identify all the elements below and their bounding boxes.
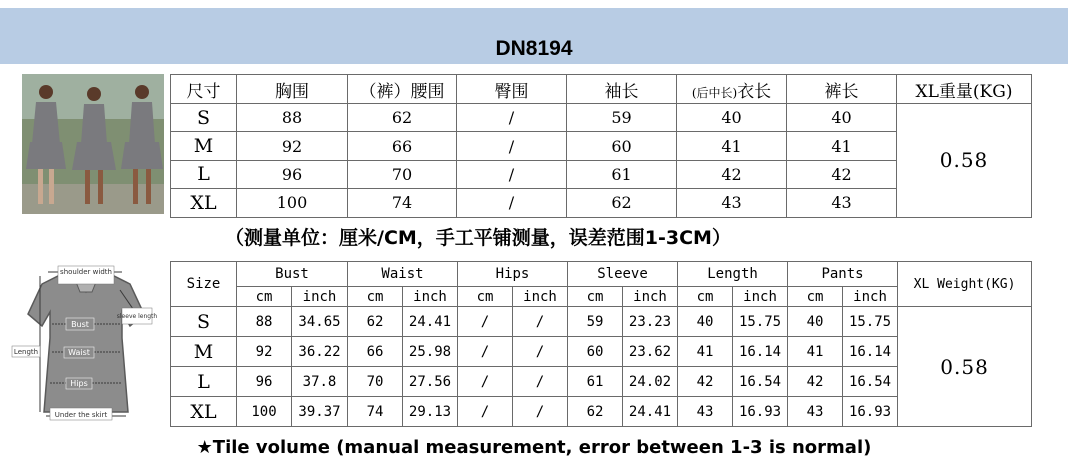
- cell-weight: 0.58: [898, 307, 1032, 427]
- cell-hips-inch: /: [513, 397, 568, 427]
- cell-length: 42: [677, 160, 787, 188]
- cell-sleeve: 60: [567, 132, 677, 160]
- cell-size: XL: [171, 189, 237, 217]
- label-sleeve: sleeve length: [116, 313, 158, 320]
- unit-cm: cm: [237, 287, 292, 307]
- cell-waist-cm: 66: [348, 337, 403, 367]
- cell-sleeve: 59: [567, 104, 677, 132]
- cell-bust-cm: 92: [237, 337, 292, 367]
- cell-hips: /: [457, 104, 567, 132]
- unit-inch: inch: [403, 287, 458, 307]
- measurement-note-cn: （测量单位：厘米/CM，手工平铺测量，误差范围1-3CM）: [225, 227, 731, 249]
- header-length-main: 衣长: [737, 81, 772, 102]
- cell-hips-cm: /: [458, 397, 513, 427]
- cell-sleeve-inch: 23.62: [623, 337, 678, 367]
- cell-bust: 100: [237, 189, 348, 217]
- table-row: [171, 307, 1032, 337]
- cell-length-inch: 16.54: [733, 367, 788, 397]
- cell-bust-inch: 39.37: [292, 397, 348, 427]
- measurement-diagram: [10, 262, 162, 427]
- cell-pants-inch: 16.93: [843, 397, 898, 427]
- cell-hips-inch: /: [513, 367, 568, 397]
- cell-size: M: [171, 132, 237, 160]
- header-pants: Pants: [788, 262, 898, 287]
- cell-waist: 66: [348, 132, 457, 160]
- cell-bust: 88: [237, 104, 348, 132]
- cell-hips-cm: /: [458, 337, 513, 367]
- label-skirt: Under the skirt: [54, 411, 108, 419]
- header-waist: Waist: [348, 262, 458, 287]
- cell-sleeve-cm: 59: [568, 307, 623, 337]
- unit-inch: inch: [623, 287, 678, 307]
- unit-inch: inch: [513, 287, 568, 307]
- cell-sleeve-inch: 24.41: [623, 397, 678, 427]
- label-length: Length: [13, 348, 39, 356]
- unit-cm: cm: [458, 287, 513, 307]
- cell-length: 41: [677, 132, 787, 160]
- cell-bust-cm: 96: [237, 367, 292, 397]
- cell-waist: 62: [348, 104, 457, 132]
- header-size: Size: [171, 262, 237, 307]
- dress-diagram-graphic: [10, 262, 162, 427]
- cell-hips-cm: /: [458, 307, 513, 337]
- cell-waist-cm: 74: [348, 397, 403, 427]
- cell-bust: 92: [237, 132, 348, 160]
- header-bust: Bust: [237, 262, 348, 287]
- size-table-en: [170, 261, 1032, 427]
- cell-pants: 42: [787, 160, 897, 188]
- unit-inch: inch: [292, 287, 348, 307]
- measurement-note-en: ★Tile volume (manual measurement, error between 1-3 is normal): [196, 437, 872, 458]
- cell-pants-inch: 15.75: [843, 307, 898, 337]
- cell-size: L: [171, 367, 237, 397]
- cell-size: S: [171, 307, 237, 337]
- cell-bust-inch: 37.8: [292, 367, 348, 397]
- cell-waist-inch: 29.13: [403, 397, 458, 427]
- cell-waist-inch: 27.56: [403, 367, 458, 397]
- unit-cm: cm: [788, 287, 843, 307]
- label-hips: Hips: [70, 379, 88, 388]
- cell-bust: 96: [237, 160, 348, 188]
- cell-waist: 70: [348, 160, 457, 188]
- cell-hips: /: [457, 189, 567, 217]
- cell-sleeve-cm: 62: [568, 397, 623, 427]
- cell-sleeve: 62: [567, 189, 677, 217]
- cell-sleeve-inch: 23.23: [623, 307, 678, 337]
- header-hips: 臀围: [457, 75, 567, 104]
- cell-hips: /: [457, 132, 567, 160]
- table-row: [171, 104, 1032, 132]
- table-header-row: [171, 262, 1032, 287]
- size-table-cn: [170, 74, 1032, 218]
- unit-cm: cm: [348, 287, 403, 307]
- cell-bust-inch: 34.65: [292, 307, 348, 337]
- header-sleeve: 袖长: [567, 75, 677, 104]
- cell-bust-cm: 88: [237, 307, 292, 337]
- table-header-row: [171, 75, 1032, 104]
- cell-length-cm: 41: [678, 337, 733, 367]
- page-title: DN8194: [495, 37, 573, 60]
- header-sleeve: Sleeve: [568, 262, 678, 287]
- cell-length-cm: 40: [678, 307, 733, 337]
- header-hips: Hips: [458, 262, 568, 287]
- cell-weight: 0.58: [897, 104, 1032, 218]
- cell-pants-cm: 41: [788, 337, 843, 367]
- label-bust: Bust: [71, 320, 89, 329]
- cell-pants-inch: 16.54: [843, 367, 898, 397]
- product-photo: [22, 74, 164, 214]
- cell-pants-cm: 43: [788, 397, 843, 427]
- cell-sleeve-cm: 61: [568, 367, 623, 397]
- cell-size: XL: [171, 397, 237, 427]
- unit-inch: inch: [733, 287, 788, 307]
- cell-length: 40: [677, 104, 787, 132]
- unit-inch: inch: [843, 287, 898, 307]
- header-weight: XL Weight(KG): [898, 262, 1032, 307]
- cell-pants: 43: [787, 189, 897, 217]
- product-photo-graphic: [22, 74, 164, 214]
- label-shoulder: shoulder width: [60, 268, 112, 276]
- cell-pants: 41: [787, 132, 897, 160]
- header-bust: 胸围: [237, 75, 348, 104]
- cell-hips-inch: /: [513, 307, 568, 337]
- cell-pants-cm: 42: [788, 367, 843, 397]
- cell-waist: 74: [348, 189, 457, 217]
- cell-sleeve-cm: 60: [568, 337, 623, 367]
- cell-hips-inch: /: [513, 337, 568, 367]
- cell-sleeve: 61: [567, 160, 677, 188]
- cell-length-cm: 43: [678, 397, 733, 427]
- cell-hips-cm: /: [458, 367, 513, 397]
- cell-waist-inch: 25.98: [403, 337, 458, 367]
- cell-bust-cm: 100: [237, 397, 292, 427]
- header-length: Length: [678, 262, 788, 287]
- cell-length-inch: 16.93: [733, 397, 788, 427]
- header-length: [677, 75, 787, 104]
- unit-cm: cm: [678, 287, 733, 307]
- header-size: 尺寸: [171, 75, 237, 104]
- cell-size: S: [171, 104, 237, 132]
- cell-length-cm: 42: [678, 367, 733, 397]
- header-length-prefix: (后中长): [691, 85, 738, 100]
- cell-bust-inch: 36.22: [292, 337, 348, 367]
- cell-waist-cm: 70: [348, 367, 403, 397]
- cell-sleeve-inch: 24.02: [623, 367, 678, 397]
- cell-hips: /: [457, 160, 567, 188]
- cell-size: M: [171, 337, 237, 367]
- cell-length-inch: 16.14: [733, 337, 788, 367]
- cell-pants: 40: [787, 104, 897, 132]
- header-weight: XL重量(KG): [897, 75, 1032, 104]
- cell-pants-inch: 16.14: [843, 337, 898, 367]
- cell-length: 43: [677, 189, 787, 217]
- header-waist: （裤）腰围: [348, 75, 457, 104]
- cell-length-inch: 15.75: [733, 307, 788, 337]
- cell-waist-inch: 24.41: [403, 307, 458, 337]
- header-pants: 裤长: [787, 75, 897, 104]
- label-waist: Waist: [68, 348, 90, 357]
- cell-pants-cm: 40: [788, 307, 843, 337]
- unit-cm: cm: [568, 287, 623, 307]
- cell-size: L: [171, 160, 237, 188]
- cell-waist-cm: 62: [348, 307, 403, 337]
